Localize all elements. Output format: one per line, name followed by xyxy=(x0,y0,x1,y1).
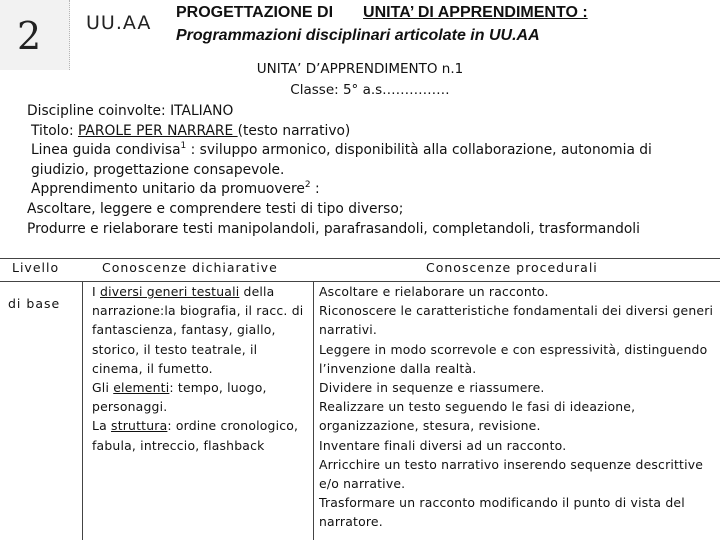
titolo-label: Titolo: xyxy=(31,122,78,139)
discipline-label: Discipline coinvolte: xyxy=(27,103,166,119)
footnote-ref-1: 1 xyxy=(180,141,187,152)
unit-class-line: Classe: 5° a.s…………… xyxy=(290,82,450,98)
header-title-prefix: PROGETTAZIONE DI xyxy=(176,4,334,21)
procedurale-item: Trasformare un racconto modificando il punto di vista del narratore. xyxy=(319,495,685,530)
header-procedurali: Conoscenze procedurali xyxy=(426,260,598,275)
apprendimento-label: Apprendimento unitario da promuovere xyxy=(31,181,305,198)
obiettivo-line-1: Ascoltare, leggere e comprendere testi di tipo diverso; xyxy=(27,200,404,217)
header-title xyxy=(176,4,588,22)
linea-guida-label: Linea guida condivisa xyxy=(31,142,181,159)
dich-3-pre: La xyxy=(92,418,112,434)
dichiarative-elementi xyxy=(92,378,312,416)
dich-2-post: : tempo, luogo, personaggi. xyxy=(92,380,267,415)
conoscenze-dichiarative-cell xyxy=(92,282,312,455)
footnote-ref-2: 2 xyxy=(304,180,311,191)
obiettivo-line-2: Produrre e rielaborare testi manipolandoli, parafrasandoli, completandoli, trasformandoli xyxy=(27,220,640,237)
table-header-row xyxy=(0,258,720,282)
unit-intro xyxy=(27,102,707,239)
discipline-value: ITALIANO xyxy=(165,103,234,119)
procedurale-item: Realizzare un testo seguendo le fasi di ideazione, organizzazione, stesura, revisione. xyxy=(319,399,636,434)
apprendimento-line xyxy=(27,180,707,200)
procedurale-item: Inventare finali diversi ad un racconto. xyxy=(319,437,567,453)
dich-1-pre: I xyxy=(92,284,100,299)
titolo-underlined: PAROLE PER NARRARE xyxy=(78,122,238,139)
dich-3-underlined: struttura xyxy=(111,418,168,434)
procedurale-item: Leggere in modo scorrevole e con espressività, distinguendo l’invenzione dalla realtà. xyxy=(319,341,708,376)
unit-number: 2 xyxy=(17,14,42,58)
uuaa-label: UU.AA xyxy=(86,12,152,34)
column-divider-2 xyxy=(313,282,314,540)
unit-title: UNITA’ D’APPRENDIMENTO n.1 xyxy=(256,61,464,77)
apprendimento-value: : xyxy=(310,181,320,198)
linea-guida-paragraph xyxy=(27,141,707,180)
dich-2-underlined: elementi xyxy=(113,380,170,396)
procedurale-item: Ascoltare e rielaborare un racconto. xyxy=(319,284,549,299)
column-divider-1 xyxy=(82,282,83,540)
procedurale-item: Riconoscere le caratteristiche fondamentali dei diversi generi narrativi. xyxy=(319,303,714,338)
dichiarative-struttura xyxy=(92,416,312,454)
header-dichiarative: Conoscenze dichiarative xyxy=(102,260,278,275)
procedurale-item: Dividere in sequenze e riassumere. xyxy=(319,380,545,396)
header-subtitle: Programmazioni disciplinari articolate in UU.AA xyxy=(176,27,540,44)
linea-guida-value: : sviluppo armonico, disponibilità alla collaborazione, autonomia di giudizio, progettazione consapevole. xyxy=(31,142,652,178)
unit-number-box xyxy=(0,0,70,70)
titolo-line xyxy=(27,122,707,142)
livello-value: di base xyxy=(8,296,61,311)
header-title-underlined: UNITA’ DI APPRENDIMENTO : xyxy=(363,4,588,21)
titolo-rest: (testo narrativo) xyxy=(237,122,351,139)
dich-1-post: della narrazione:la biografia, il racc. di fantascienza, fantasy, giallo, storico, il testo teatrale, il cinema, il fumetto. xyxy=(92,284,304,376)
dich-3-post: : ordine cronologico, fabula, intreccio, flashback xyxy=(92,418,299,453)
header-livello: Livello xyxy=(12,260,60,275)
procedurale-item: Arricchire un testo narrativo inserendo sequenze descrittive e/o narrative. xyxy=(319,456,704,492)
discipline-line xyxy=(27,102,707,122)
conoscenze-procedurali-cell xyxy=(319,282,717,532)
dich-2-pre: Gli xyxy=(92,380,114,396)
dich-1-underlined: diversi generi testuali xyxy=(100,284,240,299)
dichiarative-generi xyxy=(92,282,312,378)
